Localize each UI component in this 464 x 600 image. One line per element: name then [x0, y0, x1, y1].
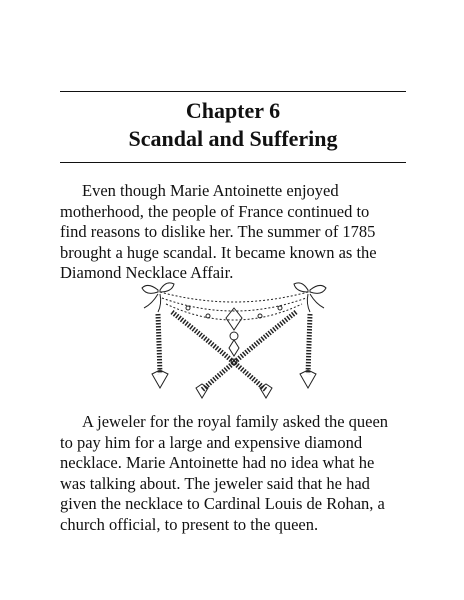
- bottom-rule: [60, 162, 406, 163]
- top-rule: [60, 91, 406, 92]
- paragraph-line: Diamond Necklace Affair.: [60, 263, 234, 282]
- paragraph-line: A jeweler for the royal family asked the queen: [82, 412, 389, 431]
- diamond-necklace-illustration: [138, 278, 330, 400]
- paragraph-line: was talking about. The jeweler said that he had: [60, 473, 370, 493]
- paragraph-line: given the necklace to Cardinal Louis de Rohan, a: [60, 494, 385, 513]
- chapter-heading: [60, 97, 406, 153]
- chapter-title: Scandal and Suffering: [128, 126, 338, 151]
- chapter-number: Chapter 6: [185, 98, 281, 123]
- paragraph-line: church official, to present to the queen.: [60, 514, 319, 534]
- paragraph-line: brought a huge scandal. It became known as the: [60, 242, 377, 262]
- paragraph-line: Even though Marie Antoinette enjoyed: [82, 181, 339, 200]
- paragraph-line: motherhood, the people of France continued to: [60, 201, 370, 221]
- paragraph-line: to pay him for a large and expensive diamond: [60, 432, 363, 452]
- paragraph-line: necklace. Marie Antoinette had no idea what he: [60, 453, 375, 472]
- paragraph-1: [60, 181, 410, 284]
- paragraph-line: find reasons to dislike her. The summer of 1785: [60, 222, 376, 241]
- paragraph-2: [60, 412, 410, 535]
